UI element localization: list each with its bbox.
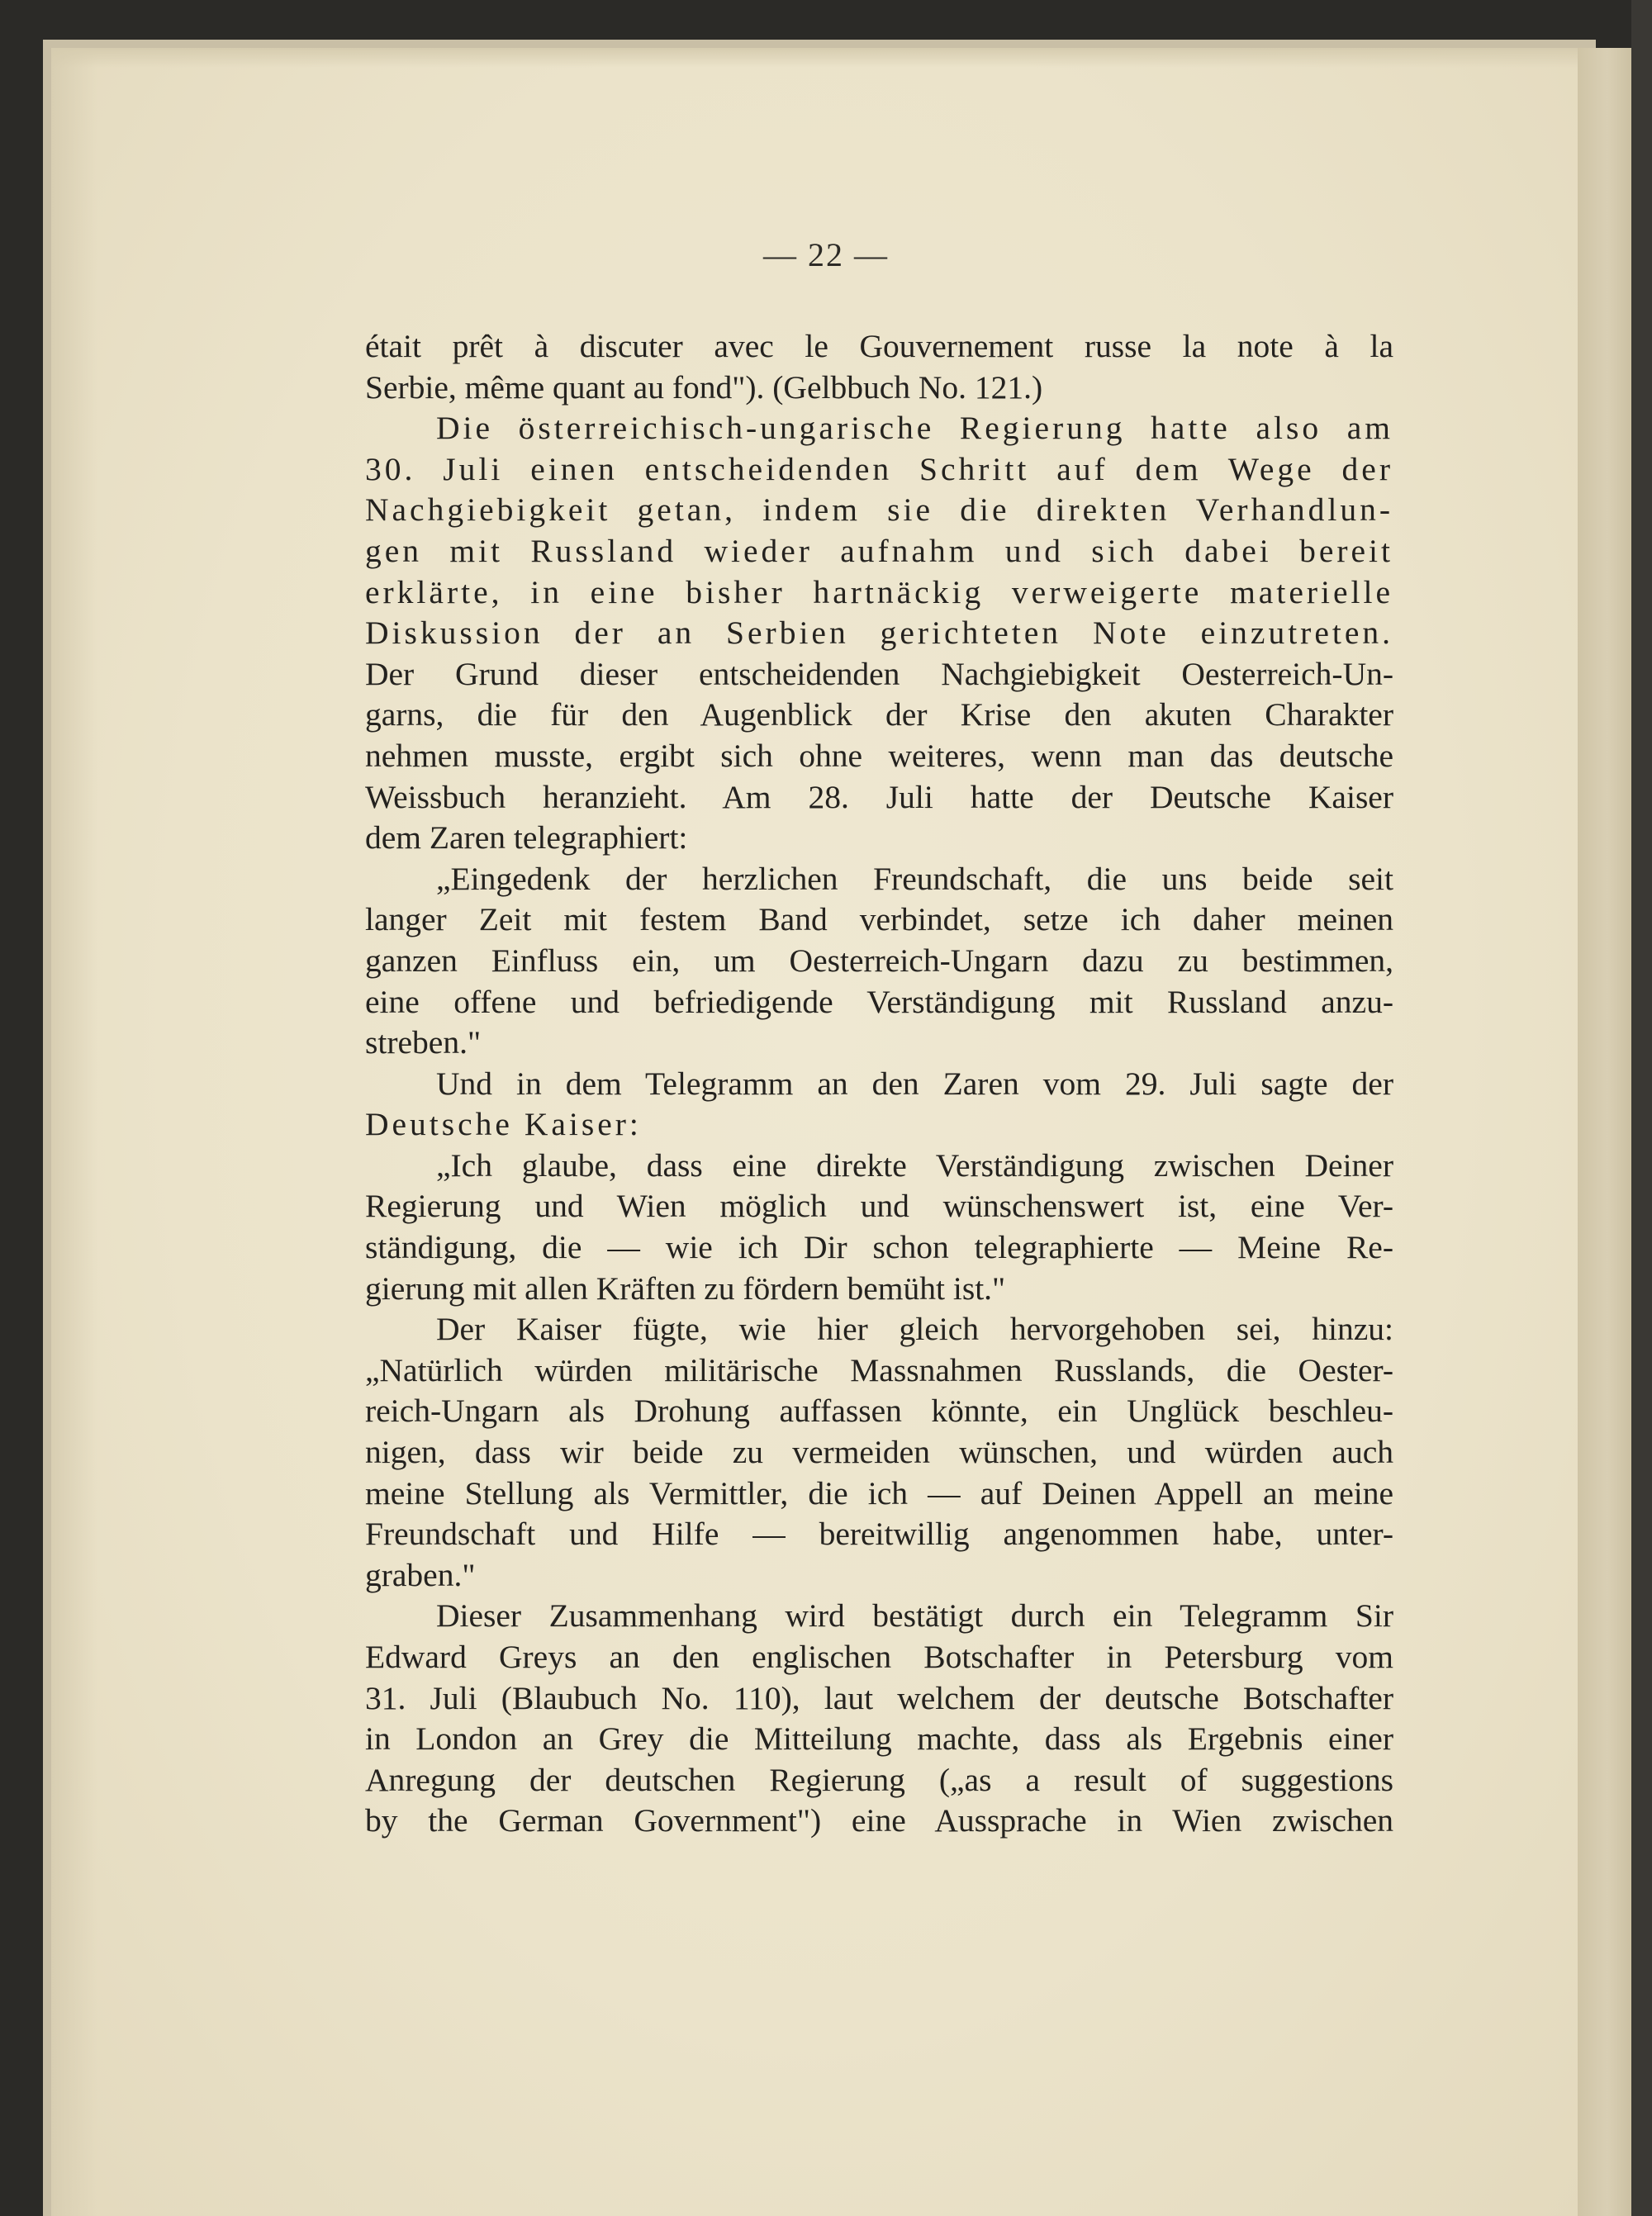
text-line: eine offene und befriedigende Verständigung mit Russland anzu- bbox=[365, 983, 1393, 1020]
text-line: erklärte, in eine bisher hartnäckig verweigerte materielle bbox=[365, 573, 1393, 610]
text-line: „Eingedenk der herzlichen Freundschaft, die uns beide seit bbox=[436, 860, 1393, 897]
page-top-shade bbox=[51, 48, 1578, 68]
text-line: 30. Juli einen entscheidenden Schritt auf dem Wege der bbox=[365, 450, 1393, 487]
page-gutter-shade bbox=[51, 48, 97, 2216]
text-line: nigen, dass wir beide zu vermeiden wünschen, und würden auch bbox=[365, 1434, 1393, 1471]
text-line: Anregung der deutschen Regierung („as a result of suggestions bbox=[365, 1761, 1393, 1798]
text-line: Serbie, même quant au fond"). (Gelbbuch No. 121.) bbox=[365, 368, 1043, 406]
text-line: Diskussion der an Serbien gerichteten Note einzutreten. bbox=[365, 615, 1393, 652]
text-line: dem Zaren telegraphiert: bbox=[365, 819, 688, 857]
text-line: Deutsche Kaiser: bbox=[365, 1106, 642, 1143]
text-line: langer Zeit mit festem Band verbindet, setze ich daher meinen bbox=[365, 901, 1393, 938]
text-line: meine Stellung als Vermittler, die ich — auf Deinen Appell an meine bbox=[365, 1474, 1393, 1511]
page-number: — 22 — bbox=[763, 236, 889, 273]
text-line: Nachgiebigkeit getan, indem sie die direkten Verhandlun- bbox=[365, 491, 1393, 529]
text-line: Und in dem Telegramm an den Zaren vom 29. Juli sagte der bbox=[436, 1065, 1393, 1102]
text-line: „Natürlich würden militärische Massnahmen Russlands, die Oester- bbox=[365, 1351, 1393, 1388]
body-text bbox=[365, 326, 1393, 1842]
text-line: Weissbuch heranzieht. Am 28. Juli hatte der Deutsche Kaiser bbox=[365, 778, 1393, 815]
text-line: Edward Greys an den englischen Botschafter in Petersburg vom bbox=[365, 1639, 1393, 1675]
text-line: était prêt à discuter avec le Gouvernement russe la note à la bbox=[365, 328, 1393, 364]
text-line: „Ich glaube, dass eine direkte Verständigung zwischen Deiner bbox=[436, 1146, 1393, 1184]
text-line: gierung mit allen Kräften zu fördern bemüht ist." bbox=[365, 1269, 1006, 1307]
text-line: 31. Juli (Blaubuch No. 110), laut welchem der deutsche Botschafter bbox=[365, 1679, 1393, 1716]
text-line: gen mit Russland wieder aufnahm und sich dabei bereit bbox=[365, 532, 1393, 569]
text-line: by the German Government") eine Aussprache in Wien zwischen bbox=[365, 1802, 1393, 1839]
text-line: Dieser Zusammenhang wird bestätigt durch ein Telegramm Sir bbox=[436, 1597, 1393, 1635]
text-line: Regierung und Wien möglich und wünschenswert ist, eine Ver- bbox=[365, 1188, 1393, 1225]
text-line: garns, die für den Augenblick der Krise den akuten Charakter bbox=[365, 696, 1393, 733]
text-line: Freundschaft und Hilfe — bereitwillig angenommen habe, unter- bbox=[365, 1516, 1393, 1553]
text-line: Der Kaiser fügte, wie hier gleich hervorgehoben sei, hinzu: bbox=[436, 1311, 1393, 1348]
scan-border-right bbox=[1631, 0, 1652, 2216]
text-line: nehmen musste, ergibt sich ohne weiteres, wenn man das deutsche bbox=[365, 737, 1393, 774]
text-line: reich-Ungarn als Drohung auffassen könnte, ein Unglück beschleu- bbox=[365, 1393, 1393, 1430]
text-line: ganzen Einfluss ein, um Oesterreich-Ungarn dazu zu bestimmen, bbox=[365, 942, 1393, 979]
text-line: in London an Grey die Mitteilung machte, dass als Ergebnis einer bbox=[365, 1720, 1393, 1758]
text-line: streben." bbox=[365, 1024, 482, 1061]
text-line: graben." bbox=[365, 1556, 476, 1593]
text-line: ständigung, die — wie ich Dir schon telegraphierte — Meine Re- bbox=[365, 1229, 1393, 1266]
text-line: Der Grund dieser entscheidenden Nachgiebigkeit Oesterreich-Un- bbox=[365, 655, 1393, 692]
text-line: Die österreichisch-ungarische Regierung hatte also am bbox=[436, 410, 1393, 447]
